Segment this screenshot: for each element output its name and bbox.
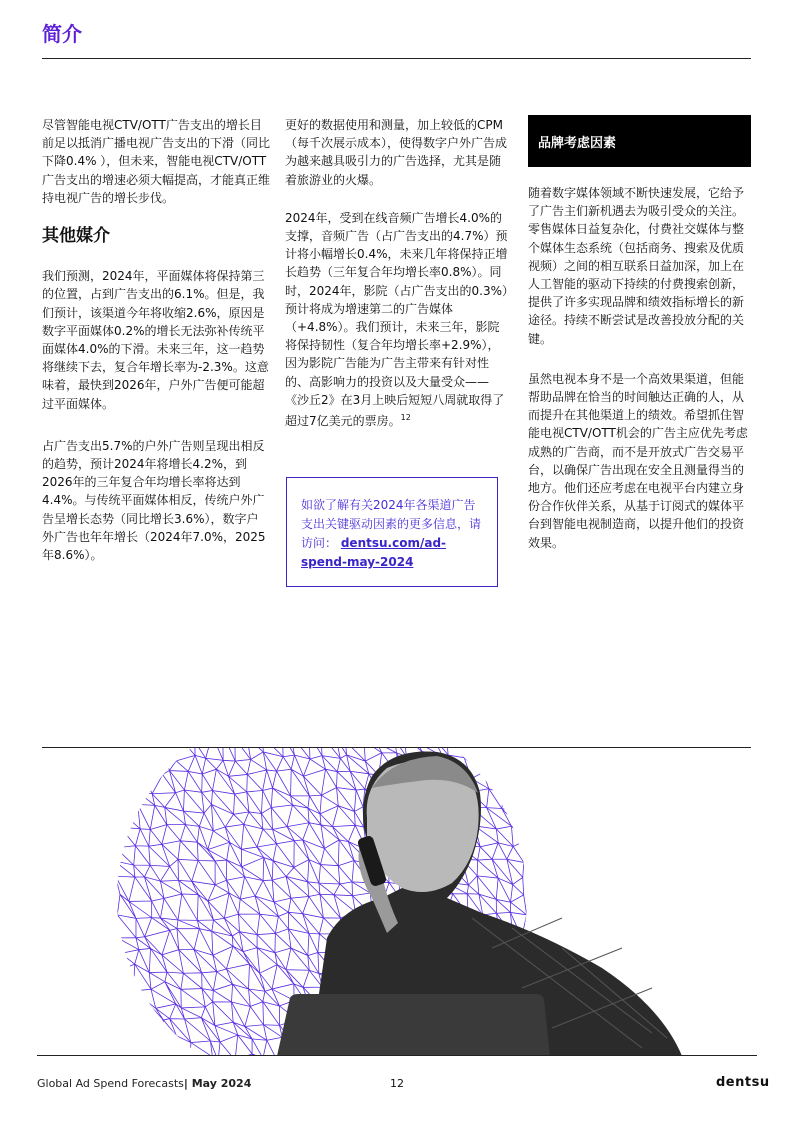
- col2-paragraph-2: [285, 209, 509, 430]
- col2-paragraph-2-text: 2024年，受到在线音频广告增长4.0%的支撑，音频广告（占广告支出的4.7%）预计将小幅增长0.4%，未来几年将保持正增长趋势（三年复合年均增长率0.8%）。同时，2024年，影院（占广告支出的0.3%）预计将成为增速第二的广告媒体（+4.8%）。我们预计，未来三年，影院将保持韧性（复合年均增长率+2.9%），因为影院广告能为广告主带来有针对性的、高影响力的投资以及大量受众——《沙丘2》在3月上映后短短八周就取得了超过7亿美元的票房。: [285, 210, 509, 429]
- footer-report-name: Global Ad Spend Forecasts: [37, 1077, 184, 1090]
- col3-paragraph-1: 随着数字媒体领域不断快速发展，它给予了广告主们新机遇去为吸引受众的关注。零售媒体日益复杂化，付费社交媒体与整个媒体生态系统（包括商务、搜索及优质视频）之间的相互联系日益加深，加上在人工智能的驱动下持续的付费搜索创新，提供了许多实现品牌和绩效指标增长的新途径。持续不断尝试是改善投放分配的关键。: [528, 186, 745, 346]
- header-divider: [42, 58, 751, 59]
- col1-paragraph-2: 我们预测，2024年，平面媒体将保持第三的位置，占到广告支出的6.1%。但是，我们预计，该渠道今年将收缩2.6%，原因是数字平面媒体0.2%的增长无法弥补传统平面媒体4.0%的下滑。未来三年，这一趋势将继续下去，复合年增长率为-2.3%。这意味着，最快到2026年，户外广告便可能超过平面媒体。: [42, 269, 269, 411]
- mesh-sphere-graphic: [42, 748, 751, 1056]
- footer-divider: [37, 1055, 757, 1056]
- col1-paragraph-1: 尽管智能电视CTV/OTT广告支出的增长目前足以抵消广播电视广告支出的下滑（同比下降0.4% ），但未来，智能电视CTV/OTT广告支出的增速必须大幅提高，才能真正维持电视广告的增长步伐。: [42, 118, 271, 205]
- footer-date: | May 2024: [183, 1077, 252, 1090]
- col2-paragraph-1: 更好的数据使用和测量，加上较低的CPM（每千次展示成本），使得数字户外广告成为越来越具吸引力的广告选择，尤其是随着旅游业的火爆。: [285, 118, 508, 187]
- ad-spend-link[interactable]: dentsu.com/ad-spend-may-2024: [301, 536, 447, 569]
- page-number: 12: [390, 1077, 404, 1090]
- footnote-marker: 12: [400, 413, 411, 423]
- page-title: 简介: [42, 22, 82, 46]
- section-heading-other-media: 其他媒介: [42, 226, 110, 247]
- brand-considerations-banner: 品牌考虑因素: [528, 115, 751, 167]
- callout-text: 如欲了解有关2024年各渠道广告支出关键驱动因素的更多信息，请访问：: [301, 498, 482, 550]
- col3-paragraph-2: 虽然电视本身不是一个高效果渠道，但能帮助品牌在恰当的时间触达正确的人，从而提升在其他渠道上的绩效。希望抓住智能电视CTV/OTT机会的广告主应优先考虑成熟的广告商，而不是开放式广告交易平台，以确保广告出现在安全且测量得当的地方。他们还应考虑在电视平台内建立身份合作伙伴关系，从基于订阅式的媒体平台到智能电视制造商，以提升他们的投资效果。: [528, 371, 748, 550]
- hero-illustration: [42, 748, 751, 1056]
- column-1: [42, 116, 270, 584]
- footer-report-title: [37, 1077, 251, 1090]
- column-2: [285, 116, 509, 450]
- column-3: [528, 184, 750, 572]
- dentsu-logo: dentsu: [716, 1075, 770, 1090]
- col1-paragraph-3: 占广告支出5.7%的户外广告则呈现出相反的趋势，预计2024年将增长4.2%，到2026年的三年复合年均增长率将达到4.4%。与传统平面媒体相反，传统户外广告呈增长态势（同比增长3.6%），数字户外广告也年年增长（2024年7.0%，2025年8.6%）。: [42, 438, 266, 563]
- more-info-callout: [286, 477, 498, 587]
